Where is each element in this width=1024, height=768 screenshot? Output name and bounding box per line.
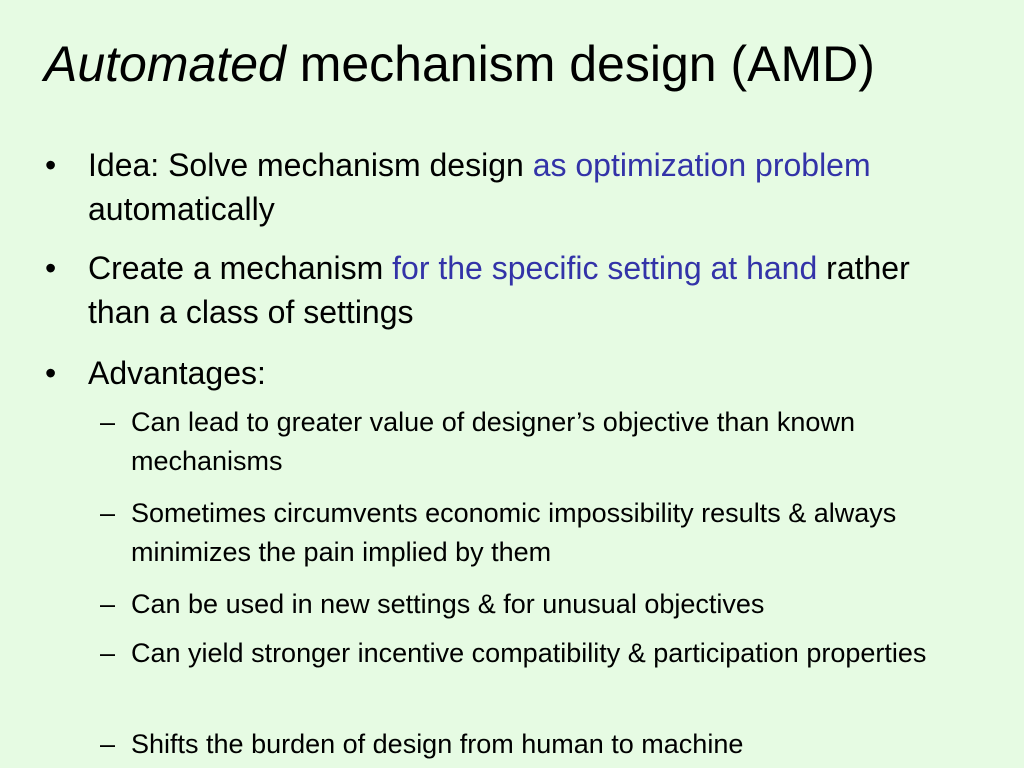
- bullet-marker: •: [45, 147, 57, 183]
- bullet-create: [45, 246, 925, 334]
- sub-bullet-burden: [100, 725, 970, 764]
- sub-bullet-text: Sometimes circumvents economic impossibility results & always minimizes the pain implied by them: [131, 498, 897, 567]
- bullet-advantages: [45, 351, 925, 395]
- bullet-idea-text: Idea: Solve mechanism design: [88, 147, 533, 183]
- dash-marker: –: [100, 589, 116, 619]
- bullet-idea-highlight: as optimization problem: [532, 147, 871, 183]
- bullet-idea-text-end: automatically: [88, 191, 275, 227]
- slide-title-rest: mechanism design (AMD): [285, 36, 875, 92]
- bullet-idea: [45, 143, 925, 231]
- sub-bullet-new-settings: [100, 585, 970, 624]
- bullet-create-text: Create a mechanism: [88, 250, 393, 286]
- bullet-marker: •: [45, 250, 57, 286]
- sub-bullet-text: Can lead to greater value of designer’s objective than known mechanisms: [131, 407, 855, 476]
- slide-title-italic: Automated: [44, 36, 286, 92]
- bullet-create-highlight: for the specific setting at hand: [392, 250, 818, 286]
- sub-bullet-impossibility: [100, 494, 970, 572]
- sub-bullet-greater-value: [100, 403, 970, 481]
- sub-bullet-text: Can be used in new settings & for unusual objectives: [131, 589, 765, 619]
- sub-bullet-incentive: [100, 634, 970, 673]
- bullet-advantages-text: Advantages:: [88, 355, 266, 391]
- bullet-create-text-end: rather than a class of settings: [88, 250, 910, 330]
- dash-marker: –: [100, 638, 116, 668]
- dash-marker: –: [100, 498, 116, 528]
- bullet-marker: •: [45, 355, 57, 391]
- dash-marker: –: [100, 729, 116, 759]
- sub-bullet-text: Shifts the burden of design from human to machine: [131, 729, 744, 759]
- sub-bullet-text: Can yield stronger incentive compatibility & participation properties: [131, 638, 927, 668]
- dash-marker: –: [100, 407, 116, 437]
